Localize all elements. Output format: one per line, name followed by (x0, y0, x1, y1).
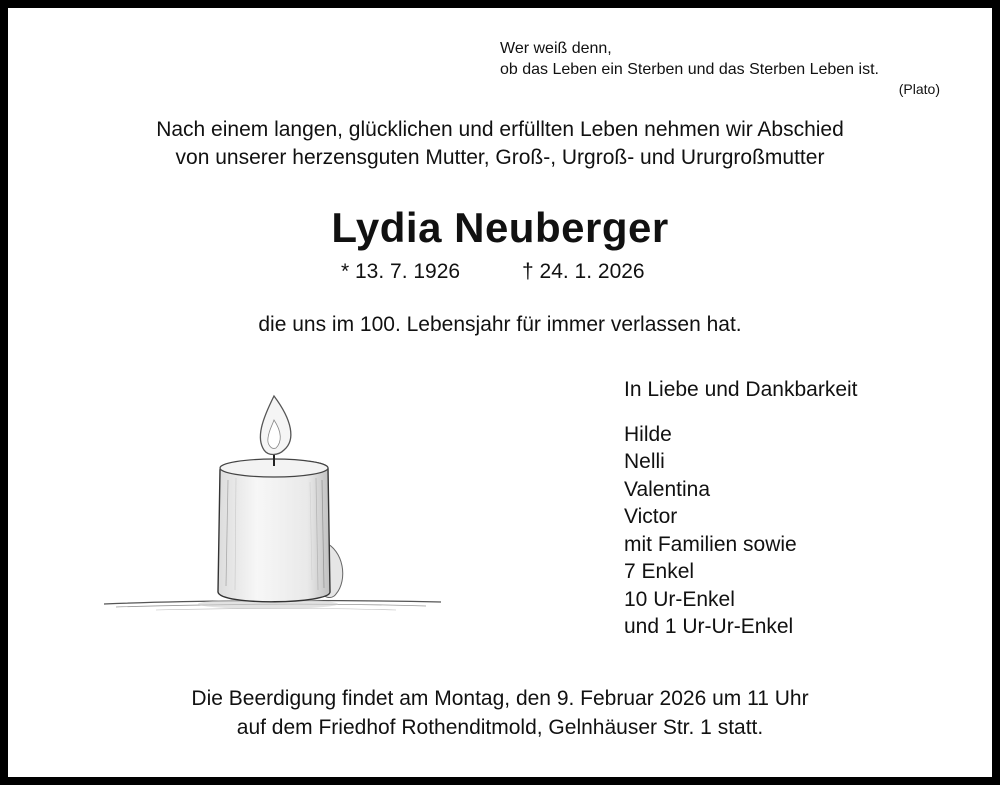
quote (500, 38, 940, 98)
intro-line: von unserer herzensguten Mutter, Groß-, Urgroß- und Ururgroßmutter (175, 146, 825, 169)
mourner-name: 7 Enkel (624, 560, 695, 583)
mourner-name: Valentina (624, 477, 711, 501)
mourner-name: und 1 Ur-Ur-Enkel (624, 615, 794, 638)
candle-icon (96, 380, 446, 620)
death-date: † 24. 1. 2026 (522, 260, 645, 283)
quote-line: ob das Leben ein Sterben und das Sterben Leben ist. (500, 61, 879, 78)
mourner-name: 10 Ur-Enkel (624, 587, 735, 611)
funeral-line: Die Beerdigung findet am Montag, den 9. Februar 2026 um 11 Uhr (191, 687, 809, 710)
intro-text (8, 116, 992, 172)
mourner-name: Victor (624, 505, 678, 528)
obituary-card (8, 8, 992, 777)
mourners-list (624, 376, 858, 641)
mourner-name: mit Familien sowie (624, 532, 797, 556)
intro-line: Nach einem langen, glücklichen und erfüllten Leben nehmen wir Abschied (156, 118, 844, 141)
deceased-name: Lydia Neuberger (331, 204, 669, 251)
quote-line: Wer weiß denn, (500, 40, 612, 57)
mourner-name: Hilde (624, 422, 672, 446)
birth-date: * 13. 7. 1926 (341, 260, 461, 283)
age-line: die uns im 100. Lebensjahr für immer verlassen hat. (258, 313, 742, 336)
funeral-line: auf dem Friedhof Rothenditmold, Gelnhäuser Str. 1 statt. (236, 716, 764, 739)
mourner-name: Nelli (624, 450, 665, 473)
mourners-heading: In Liebe und Dankbarkeit (624, 378, 858, 401)
funeral-info (8, 684, 992, 742)
quote-author: (Plato) (898, 81, 940, 97)
